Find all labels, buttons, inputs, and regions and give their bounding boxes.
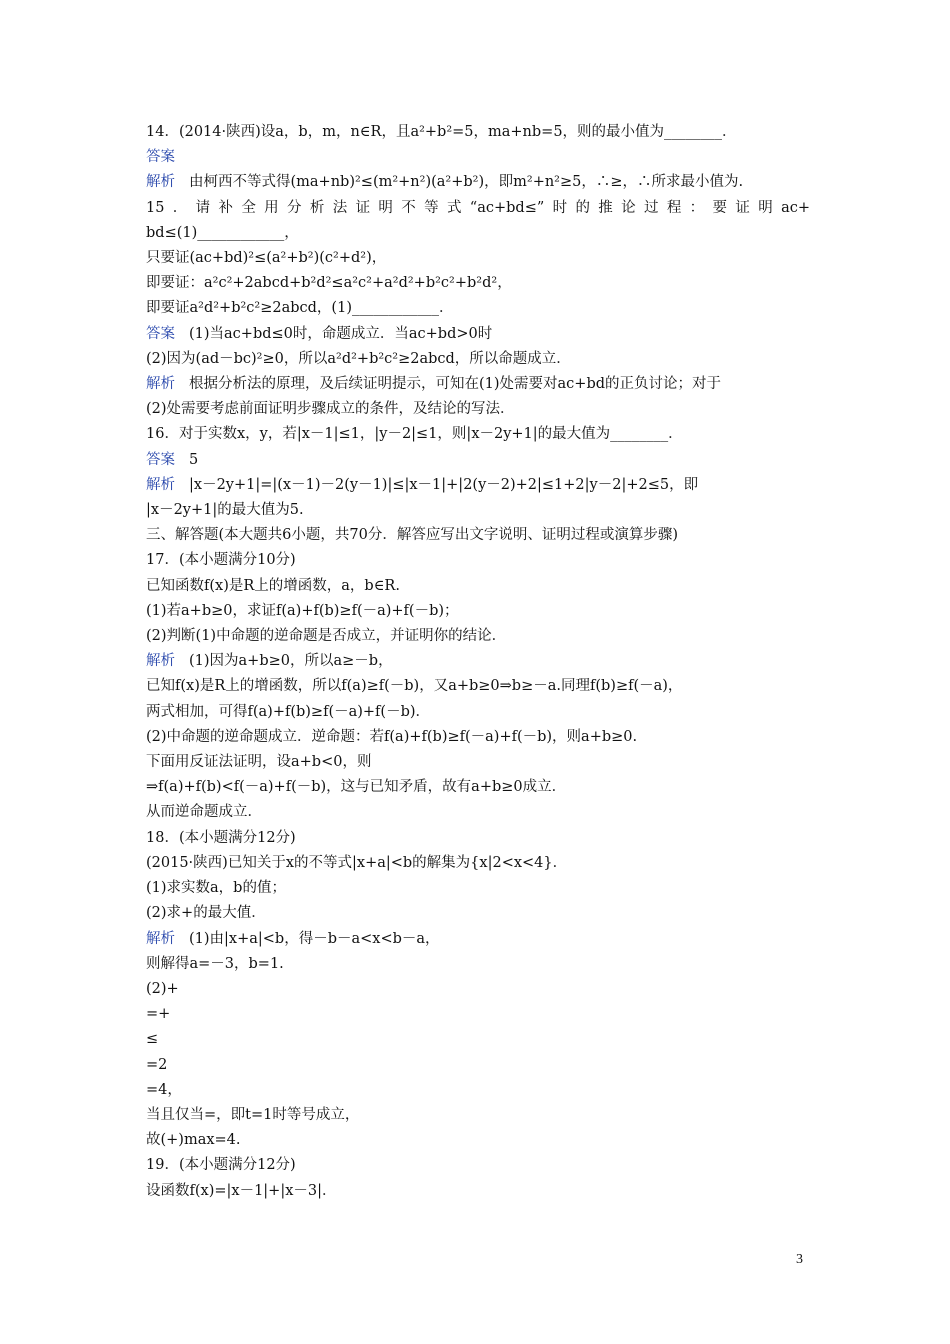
q16-analysis-cont: |x－2y+1|的最大值为5.	[146, 502, 304, 519]
answer-label: 答案	[146, 451, 175, 468]
q18-analysis-line: ≤	[146, 1031, 159, 1048]
page-number: 3	[796, 1252, 803, 1267]
q15-answer-row	[146, 322, 810, 347]
q15-step-1: 只要证(ac+bd)²≤(a²+b²)(c²+d²)，	[146, 250, 387, 267]
q17-analysis-line: 下面用反证法证明，设a+b<0，则	[146, 754, 372, 771]
q16-analysis-row	[146, 473, 810, 498]
q18-part-1: (1)求实数a，b的值；	[146, 880, 286, 897]
q15-stem: 15．请补全用分析法证明不等式“ac+bd≤”时的推论过程：要证明ac+	[146, 199, 810, 216]
q18-analysis-line: =4，	[146, 1081, 182, 1098]
analysis-label: 解析	[146, 930, 175, 947]
q14-stem: 14．(2014·陕西)设a，b，m，n∈R，且a²+b²=5，ma+nb=5，则的最小值为________．	[146, 124, 737, 140]
q18-part-2: (2)求+的最大值．	[146, 905, 266, 922]
q15-stem-cont: bd≤(1)____________，	[146, 224, 299, 241]
q17-analysis-line: 已知f(x)是R上的增函数，所以f(a)≥f(－b)，又a+b≥0⇒b≥－a.同理f(b)≥f(－a)，	[146, 678, 683, 695]
q18-analysis-line: =+	[146, 1006, 171, 1023]
answer-label: 答案	[146, 149, 175, 166]
analysis-label: 解析	[146, 376, 175, 393]
q18-analysis-line: 则解得a=－3，b=1.	[146, 955, 284, 972]
q17-analysis-row	[146, 649, 810, 674]
q18-analysis-row	[146, 927, 810, 952]
q17-analysis: (1)因为a+b≥0，所以a≥－b，	[189, 653, 393, 670]
q15-step-2: 即要证：a²c²+2abcd+b²d²≤a²c²+a²d²+b²c²+b²d²，	[146, 275, 512, 292]
q15-step-3: 即要证a²d²+b²c²≥2abcd，(1)____________．	[146, 300, 454, 317]
q17-stem: 已知函数f(x)是R上的增函数，a，b∈R.	[146, 577, 400, 594]
analysis-label: 解析	[146, 653, 175, 670]
q19-title: 19．(本小题满分12分)	[146, 1157, 296, 1174]
q14-analysis-row	[146, 170, 810, 195]
answer-label: 答案	[146, 325, 175, 342]
q16-answer: 5	[189, 451, 199, 468]
q16-answer-row	[146, 448, 810, 473]
q19-stem: 设函数f(x)=|x－1|+|x－3|．	[146, 1182, 337, 1199]
document-body	[146, 120, 810, 1204]
q18-title: 18．(本小题满分12分)	[146, 829, 296, 846]
q18-analysis-line: (2)+	[146, 980, 179, 997]
q17-part-1: (1)若a+b≥0，求证f(a)+f(b)≥f(－a)+f(－b)；	[146, 602, 459, 619]
q15-answer: (1)当ac+bd≤0时，命题成立．当ac+bd>0时	[189, 325, 493, 342]
q14-analysis: 由柯西不等式得(ma+nb)²≤(m²+n²)(a²+b²)，即m²+n²≥5，∴≥，∴所求最小值为.	[189, 174, 744, 191]
q18-stem: (2015·陕西)已知关于x的不等式|x+a|<b的解集为{x|2<x<4}．	[146, 854, 568, 871]
q18-analysis-line: 故(+)max=4.	[146, 1132, 241, 1149]
q15-analysis: 根据分析法的原理，及后续证明提示，可知在(1)处需要对ac+bd的正负讨论；对于	[189, 376, 722, 393]
q15-analysis-cont: (2)处需要考虑前面证明步骤成立的条件，及结论的写法．	[146, 401, 515, 418]
q17-analysis-line: ⇒f(a)+f(b)<f(－a)+f(－b)，这与已知矛盾，故有a+b≥0成立．	[146, 779, 567, 796]
q18-analysis-line: =2	[146, 1056, 168, 1073]
q17-part-2: (2)判断(1)中命题的逆命题是否成立，并证明你的结论．	[146, 628, 507, 645]
section-heading: 三、解答题(本大题共6小题，共70分．解答应写出文字说明、证明过程或演算步骤)	[146, 527, 678, 544]
q17-title: 17．(本小题满分10分)	[146, 552, 296, 569]
q17-analysis-line: (2)中命题的逆命题成立．逆命题：若f(a)+f(b)≥f(－a)+f(－b)，则a+b≥0.	[146, 728, 638, 745]
q18-analysis: (1)由|x+a|<b，得－b－a<x<b－a，	[189, 930, 440, 947]
q15-analysis-row	[146, 372, 810, 397]
q17-analysis-line: 两式相加，可得f(a)+f(b)≥f(－a)+f(－b)．	[146, 703, 431, 720]
q14-answer-row	[146, 145, 810, 170]
q18-analysis-line: 当且仅当=，即t=1时等号成立，	[146, 1106, 360, 1123]
q17-analysis-line: 从而逆命题成立．	[146, 804, 262, 821]
analysis-label: 解析	[146, 174, 175, 191]
q16-analysis: |x－2y+1|=|(x－1)－2(y－1)|≤|x－1|+|2(y－2)+2|≤1+2|y－2|+2≤5，即	[189, 476, 699, 493]
analysis-label: 解析	[146, 476, 175, 493]
q16-stem: 16．对于实数x，y，若|x－1|≤1，|y－2|≤1，则|x－2y+1|的最大值为________．	[146, 426, 683, 443]
q15-answer-cont: (2)因为(ad－bc)²≥0，所以a²d²+b²c²≥2abcd，所以命题成立．	[146, 350, 571, 367]
